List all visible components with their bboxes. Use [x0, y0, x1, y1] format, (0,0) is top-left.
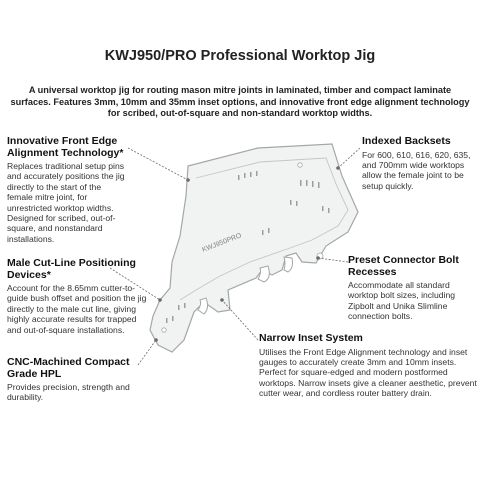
feature-heading: Indexed Backsets: [362, 135, 451, 147]
feature-front-edge: [7, 136, 127, 244]
feature-backsets: [362, 136, 477, 191]
feature-heading: Male Cut-Line Positioning Devices*: [7, 257, 136, 281]
jig-hole-3: [162, 328, 166, 332]
feature-heading: CNC-Machined Compact Grade HPL: [7, 356, 130, 380]
feature-narrow-inset: [259, 333, 477, 399]
feature-body: Account for the 8.65mm cutter-to-guide bush offset and position the jig directly to the male cut line, giving highly accurate results for trapped and out-of-square installations.: [7, 283, 147, 335]
feature-heading: Narrow Inset System: [259, 332, 363, 344]
intro-paragraph: A universal worktop jig for routing mason mitre joints in laminated, timber and compact laminate surfaces. Features 3mm, 10mm and 35mm inset options, and innovative front edge alignment technology for scribed, out-of-square and non-standard worktop widths.: [10, 85, 470, 118]
feature-body: Accommodate all standard worktop bolt sizes, including Zipbolt and Unika Slimline connection bolts.: [348, 280, 455, 322]
feature-body: Provides precision, strength and durability.: [7, 382, 130, 403]
jig-hole-2: [298, 163, 302, 167]
feature-body: For 600, 610, 616, 620, 635, and 700mm wide worktops allow the female joint to be setup quickly.: [362, 149, 471, 191]
jig-label: KWJ950PRO: [201, 232, 243, 254]
bolt-recess-2: [258, 266, 269, 282]
jig-plate: [150, 144, 358, 352]
feature-heading: Preset Connector Bolt Recesses: [348, 254, 459, 278]
feature-connector: [348, 255, 476, 322]
feature-cut-line: [7, 258, 152, 335]
bolt-recess-1: [284, 257, 293, 272]
feature-body: Replaces traditional setup pins and accurately positions the jig directly to the start of the female mitre joint, for unrestricted worktop widths. Designed for scribed, out-of-square, and nonstandard installations.: [7, 161, 125, 244]
feature-heading: Innovative Front Edge Alignment Technology*: [7, 135, 124, 159]
feature-body: Utilises the Front Edge Alignment technology and inset gauges to accurately create 3mm and 10mm insets. Perfect for square-edged and modern postformed worktops. Narrow insets give a cleaner aesthetic, prevent cutter wear, and cordless router battery drain.: [259, 346, 477, 399]
feature-cnc: [7, 357, 137, 403]
page-title: KWJ950/PRO Professional Worktop Jig: [104, 48, 376, 64]
